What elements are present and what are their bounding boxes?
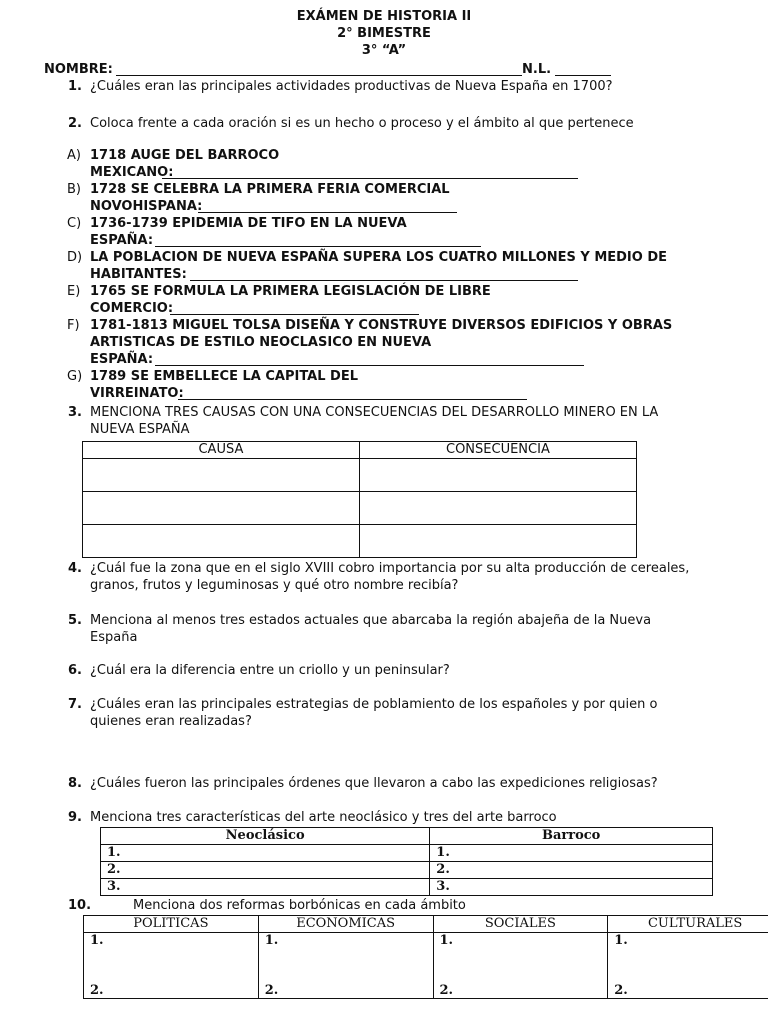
question-number: 1. [68,79,82,94]
item-letter: C) [67,216,82,231]
item-g-line2: VIRREINATO: [90,386,184,401]
question-9-text: Menciona tres características del arte neoclásico y tres del arte barroco [90,810,557,825]
table-cell[interactable] [359,459,636,492]
question-1-text: ¿Cuáles eran las principales actividades productivas de Nueva España en 1700? [90,79,613,94]
table-cell[interactable] [359,492,636,525]
item-d-line2: HABITANTES: [90,267,187,282]
item-c-line2: ESPAÑA: [90,233,154,248]
item-letter: F) [67,318,80,333]
item-a-line1: 1718 AUGE DEL BARROCO [90,148,280,163]
question-number: 8. [68,776,82,791]
cell-number-2: 2. [614,983,628,998]
item-f-answer-field[interactable] [155,365,584,366]
question-4-line2: granos, frutos y leguminosas y qué otro nombre recibía? [90,578,459,593]
item-b-answer-field[interactable] [198,212,457,213]
table-cell[interactable] [83,525,360,558]
question-number: 4. [68,561,82,576]
table-cell[interactable]: 1. [430,845,713,862]
question-6-text: ¿Cuál era la diferencia entre un criollo y un peninsular? [90,663,450,678]
table-cell[interactable] [83,492,360,525]
name-label: NOMBRE: [44,62,113,77]
cell-number-2: 2. [90,983,104,998]
cell-number-1: 1. [439,933,454,948]
question-number: 6. [68,663,82,678]
item-c-answer-field[interactable] [155,246,481,247]
question-number: 7. [68,697,82,712]
table-cell[interactable] [258,933,433,999]
column-header-economicas: ECONOMICAS [258,916,433,933]
item-g-answer-field[interactable] [178,399,527,400]
table-cell[interactable]: 2. [101,862,430,879]
item-c-line1: 1736-1739 EPIDEMIA DE TIFO EN LA NUEVA [90,216,407,231]
question-2-text: Coloca frente a cada oración si es un hecho o proceso y el ámbito al que pertenece [90,116,634,131]
table-cell[interactable] [608,933,768,999]
cell-number-1: 1. [614,933,628,948]
item-letter: B) [67,182,81,197]
column-header-politicas: POLITICAS [84,916,259,933]
question-3-line2: NUEVA ESPAÑA [90,422,190,437]
cell-number-1: 1. [264,933,279,948]
item-letter: G) [67,369,83,384]
question-number: 10. [68,898,92,913]
question-number: 3. [68,405,82,420]
exam-period: 2° BIMESTRE [337,26,431,41]
table-cell[interactable]: 3. [101,879,430,896]
reforms-table [83,915,768,999]
table-cell[interactable] [83,459,360,492]
column-header-causa: CAUSA [83,442,360,459]
column-header-barroco: Barroco [430,828,713,845]
item-e-line2: COMERCIO: [90,301,174,316]
table-cell[interactable] [359,525,636,558]
cell-number-2: 2. [264,983,279,998]
name-field[interactable] [116,75,522,76]
question-7-line2: quienes eran realizadas? [90,714,252,729]
question-number: 2. [68,116,82,131]
mining-table [82,441,637,558]
table-cell[interactable]: 2. [430,862,713,879]
table-cell[interactable] [84,933,259,999]
item-d-line1: LA POBLACION DE NUEVA ESPAÑA SUPERA LOS CUATRO MILLONES Y MEDIO DE [90,250,668,265]
table-cell[interactable] [433,933,608,999]
item-a-answer-field[interactable] [162,178,578,179]
item-letter: D) [67,250,83,265]
question-10-text: Menciona dos reformas borbónicas en cada ámbito [133,898,466,913]
exam-group: 3° “A” [361,43,407,58]
column-header-culturales: CULTURALES [608,916,768,933]
item-b-line2: NOVOHISPANA: [90,199,203,214]
item-e-line1: 1765 SE FORMULA LA PRIMERA LEGISLACIÓN DE LIBRE [90,284,491,299]
item-b-line1: 1728 SE CELEBRA LA PRIMERA FERIA COMERCIAL [90,182,450,197]
question-5-line2: España [90,630,138,645]
item-a-line2: MEXICANO: [90,165,174,180]
exam-title: EXÁMEN DE HISTORIA II [296,9,472,24]
nl-field[interactable] [555,75,611,76]
item-f-line3: ESPAÑA: [90,352,154,367]
column-header-consecuencia: CONSECUENCIA [359,442,636,459]
item-f-line2: ARTISTICAS DE ESTILO NEOCLASICO EN NUEVA [90,335,432,350]
question-8-text: ¿Cuáles fueron las principales órdenes que llevaron a cabo las expediciones religiosas? [90,776,658,791]
table-cell[interactable]: 1. [101,845,430,862]
column-header-neoclasico: Neoclásico [101,828,430,845]
question-3-line1: MENCIONA TRES CAUSAS CON UNA CONSECUENCIAS DEL DESARROLLO MINERO EN LA [90,405,659,420]
item-e-answer-field[interactable] [170,314,419,315]
question-5-line1: Menciona al menos tres estados actuales que abarcaba la región abajeña de la Nueva [90,613,652,628]
item-f-line1: 1781-1813 MIGUEL TOLSA DISEÑA Y CONSTRUYE DIVERSOS EDIFICIOS Y OBRAS [90,318,673,333]
item-g-line1: 1789 SE EMBELLECE LA CAPITAL DEL [90,369,358,384]
item-d-answer-field[interactable] [190,280,578,281]
cell-number-2: 2. [439,983,454,998]
question-4-line1: ¿Cuál fue la zona que en el siglo XVIII cobro importancia por su alta producción de cereales, [90,561,690,576]
question-7-line1: ¿Cuáles eran las principales estrategias de poblamiento de los españoles y por quien o [90,697,658,712]
cell-number-1: 1. [90,933,104,948]
art-table [100,827,713,896]
item-letter: A) [67,148,81,163]
item-letter: E) [67,284,81,299]
question-number: 9. [68,810,82,825]
column-header-sociales: SOCIALES [433,916,608,933]
table-cell[interactable]: 3. [430,879,713,896]
nl-label: N.L. [522,62,552,77]
question-number: 5. [68,613,82,628]
